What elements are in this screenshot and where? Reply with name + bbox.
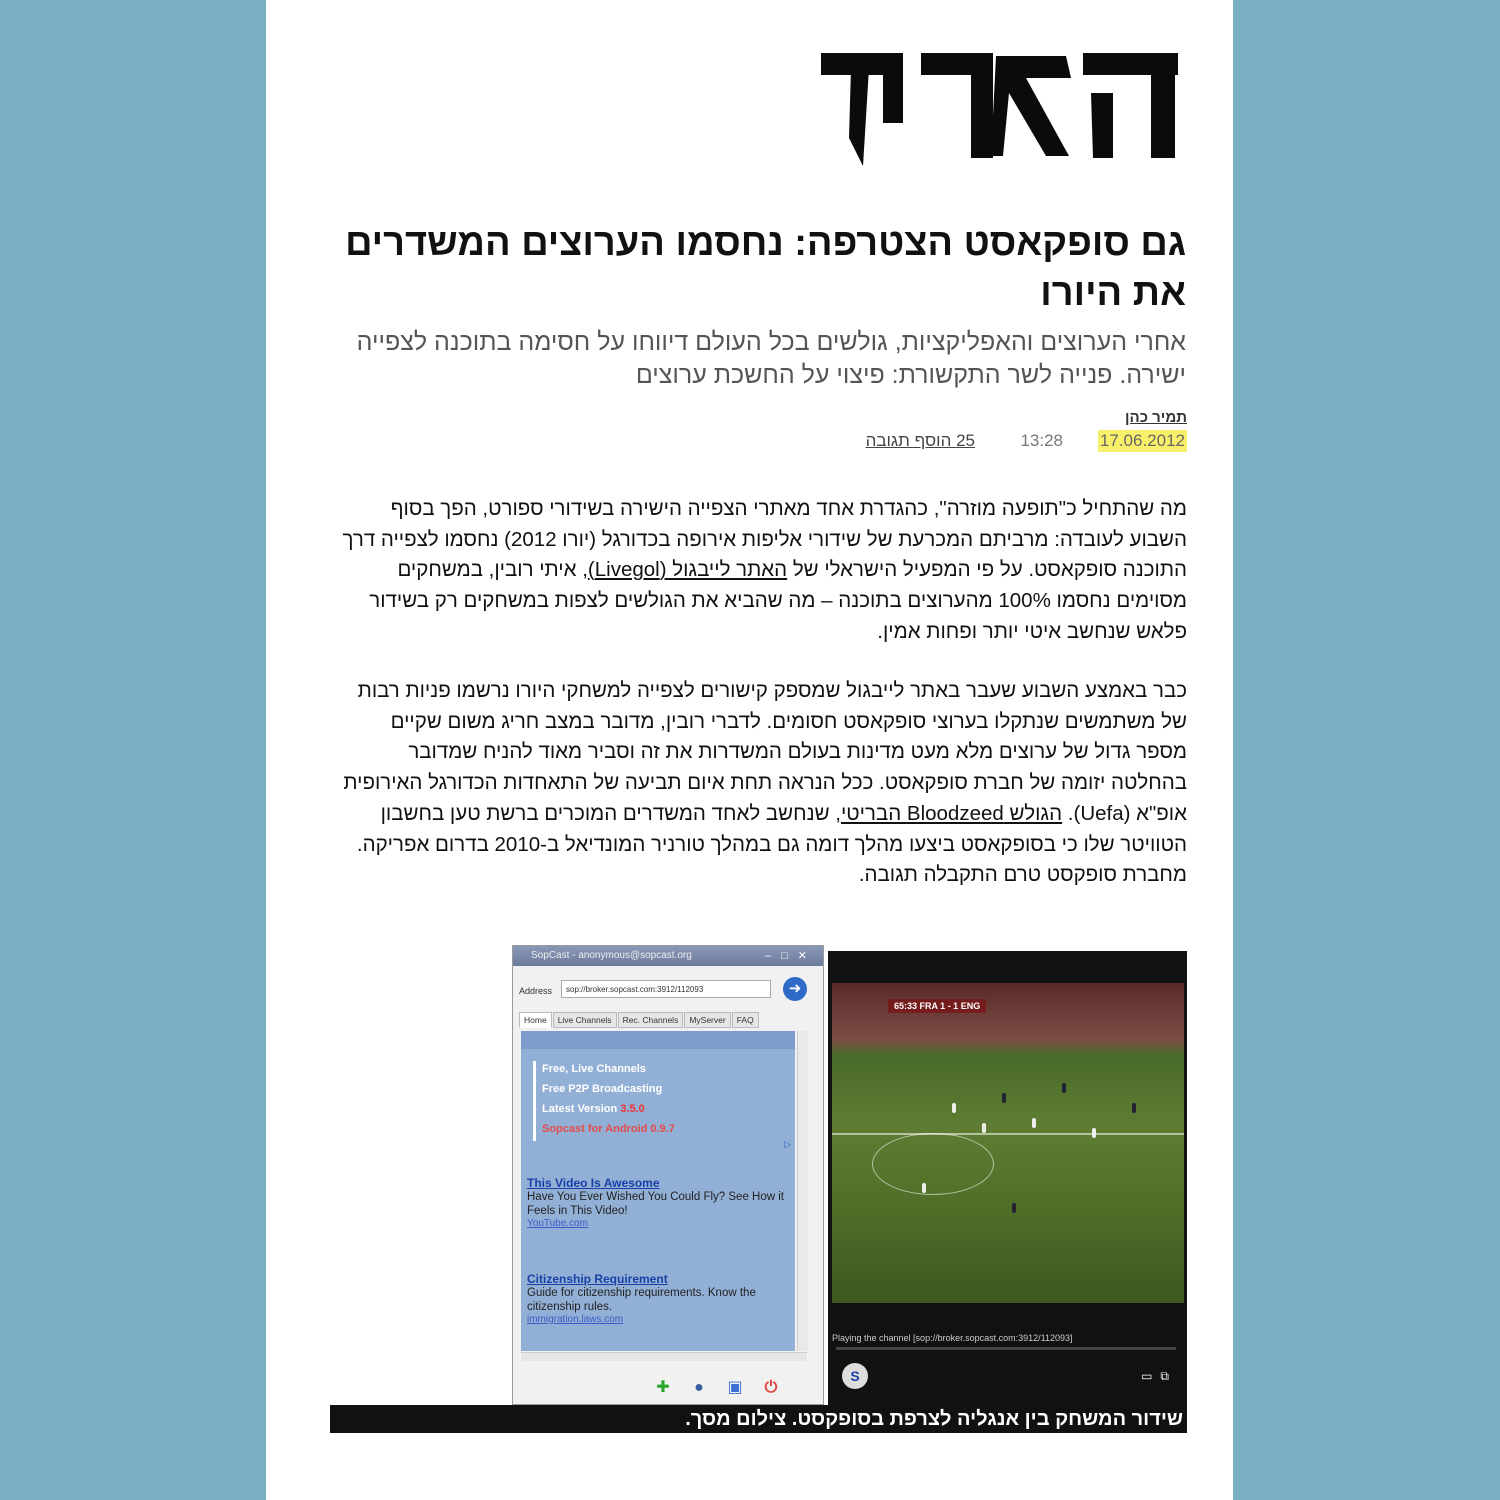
- home-menu: [533, 1061, 675, 1141]
- article-paragraph-2: [336, 676, 1187, 891]
- tab-rec-channels: Rec. Channels: [618, 1012, 684, 1028]
- window-icon: ▣: [727, 1379, 743, 1396]
- vertical-scrollbar: [797, 1031, 808, 1351]
- sopcast-tabs: [519, 1012, 760, 1028]
- ad-url: immigration.laws.com: [527, 1314, 624, 1325]
- scoreboard: 65:33 FRA 1 - 1 ENG: [888, 999, 986, 1013]
- player-progress: [836, 1347, 1176, 1350]
- haaretz-logo: [821, 38, 1181, 168]
- go-arrow-icon: ➜: [783, 977, 807, 1001]
- tab-home: Home: [519, 1012, 552, 1028]
- ad-choices-icon: ▷: [784, 1139, 791, 1149]
- panel-header: [521, 1031, 795, 1049]
- address-field: sop://broker.sopcast.com:3912/112093: [561, 980, 771, 998]
- player-figure: [922, 1183, 926, 1193]
- article-headline: גם סופקאסט הצטרפה: נחסמו הערוצים המשדרים את היורו: [345, 222, 1186, 314]
- add-comment-link[interactable]: 25 הוסף תגובה: [865, 431, 975, 450]
- publish-date: 17.06.2012: [1099, 431, 1185, 450]
- tab-faq: FAQ: [732, 1012, 759, 1028]
- sopcast-window: [512, 945, 824, 1405]
- menu-item: Free, Live Channels: [533, 1061, 675, 1081]
- player-figure: [1002, 1093, 1006, 1103]
- ad-title: This Video Is Awesome: [527, 1176, 660, 1190]
- publish-time: 13:28: [1020, 431, 1063, 450]
- player-controls-icon: ▭⧉: [1141, 1369, 1177, 1383]
- player-status: Playing the channel [sop://broker.sopcast.com:3912/112093]: [832, 1333, 1073, 1343]
- sopcast-screenshot: [512, 945, 1187, 1405]
- menu-item: [533, 1101, 675, 1121]
- football-broadcast-frame: [832, 983, 1184, 1303]
- menu-item: Free P2P Broadcasting: [533, 1081, 675, 1101]
- player-figure: [1092, 1128, 1096, 1138]
- ad-text: Have You Ever Wished You Could Fly? See How it Feels in This Video!: [527, 1191, 784, 1217]
- address-label: Address: [519, 986, 553, 996]
- paragraph-text: כבר באמצע השבוע שעבר באתר לייבגול שמספק קישורים לצפייה למשחקי היורו נרשמו פניות רבות של משתמשים שנתקלו בערוצי סופקאסט חסומים. לדברי רובין, מדובר במצב חריג משום שקיים מספר גדול של ערוצים מלא מעט מדינות בעולם המשדרות את זה וסביר מאוד להניח שמדובר בהחלטה יזומה של חברת סופקאסט. ככל הנראה תחת איום תביעה של התאחדות הכדורגל האירופית אופ"א (Uefa).: [343, 679, 1187, 825]
- horizontal-scrollbar: [521, 1352, 807, 1361]
- bloodzeed-link[interactable]: הגולש Bloodzeed הבריטי: [840, 801, 1063, 825]
- article-paragraph-1: [336, 494, 1187, 648]
- player-figure: [1132, 1103, 1136, 1113]
- ad-url: YouTube.com: [527, 1218, 588, 1229]
- paragraph-text: , איתי רובין, במשחקים מסוימים נחסמו 100% מהערוצים בתוכנה – מה שהביא את הגולשים לצפות במשחקים רק בשידור פלאש שנחשב איטי יותר ופחות אמין.: [369, 558, 1187, 643]
- sopcast-logo-icon: S: [842, 1363, 868, 1389]
- article-meta: [846, 430, 1187, 454]
- player-figure: [952, 1103, 956, 1113]
- user-icon: ●: [694, 1379, 704, 1396]
- author-link[interactable]: תמיר כהן: [1125, 409, 1187, 426]
- image-caption: שידור המשחק בין אנגליה לצרפת בסופקסט. צילום מסך.: [330, 1405, 1187, 1433]
- tab-myserver: MyServer: [684, 1012, 730, 1028]
- player-figure: [1062, 1083, 1066, 1093]
- article-subhead: אחרי הערוצים והאפליקציות, גולשים בכל העולם דיווחו על חסימה בתוכנה לצפייה ישירה. פנייה לשר התקשורת: פיצוי על החשכת ערוצים: [356, 328, 1186, 389]
- paragraph-text: מה שהתחיל כ"תופעה מוזרה", כהגדרת אחד מאתרי הצפייה הישירה בשידורי ספורט, הפך בסוף השבוע לעובדה: מרביתם המכרעת של שידורי אליפות אירופה בכדורגל (יורו 2012) נחסמו לצפייה דרך התוכנה סופקאסט. על פי המפעיל הישראלי של: [342, 497, 1187, 582]
- video-player: [828, 945, 1187, 1405]
- ad-block: [527, 1272, 789, 1325]
- pitch-line: [832, 1133, 1184, 1135]
- player-figure: [982, 1123, 986, 1133]
- home-panel: [521, 1031, 795, 1351]
- livegol-link[interactable]: האתר לייבגול (Livegol): [587, 558, 788, 582]
- ad-text: Guide for citizenship requirements. Know the citizenship rules.: [527, 1287, 756, 1313]
- menu-item: Sopcast for Android 0.9.7: [533, 1121, 675, 1141]
- article-page: [266, 0, 1233, 1500]
- bottom-toolbar: [653, 1378, 781, 1398]
- player-top-strip: [828, 945, 1187, 951]
- power-icon: ⏻: [764, 1379, 778, 1396]
- paragraph-text: , שנחשב לאחד המשדרים המוכרים ברשת טען בחשבון הטוויטר שלו כי בסופקאסט ביצעו מהלך דומה גם במהלך טורניר המונדיאל ב-2010 בדרום אפריקה. מחברת סופקסט טרם התקבלה תגובה.: [356, 801, 1187, 887]
- window-title: SopCast - anonymous@sopcast.org: [531, 950, 692, 961]
- window-controls-icon: –□✕: [765, 950, 817, 962]
- add-channel-icon: ✚: [656, 1379, 670, 1396]
- ad-title: Citizenship Requirement: [527, 1272, 668, 1286]
- player-figure: [1032, 1118, 1036, 1128]
- center-circle: [872, 1133, 994, 1195]
- window-titlebar: [513, 946, 823, 966]
- menu-item-label: Latest Version: [542, 1103, 621, 1115]
- version-number: 3.5.0: [620, 1103, 645, 1115]
- player-figure: [1012, 1203, 1016, 1213]
- ad-block: [527, 1176, 789, 1229]
- tab-live-channels: Live Channels: [553, 1012, 617, 1028]
